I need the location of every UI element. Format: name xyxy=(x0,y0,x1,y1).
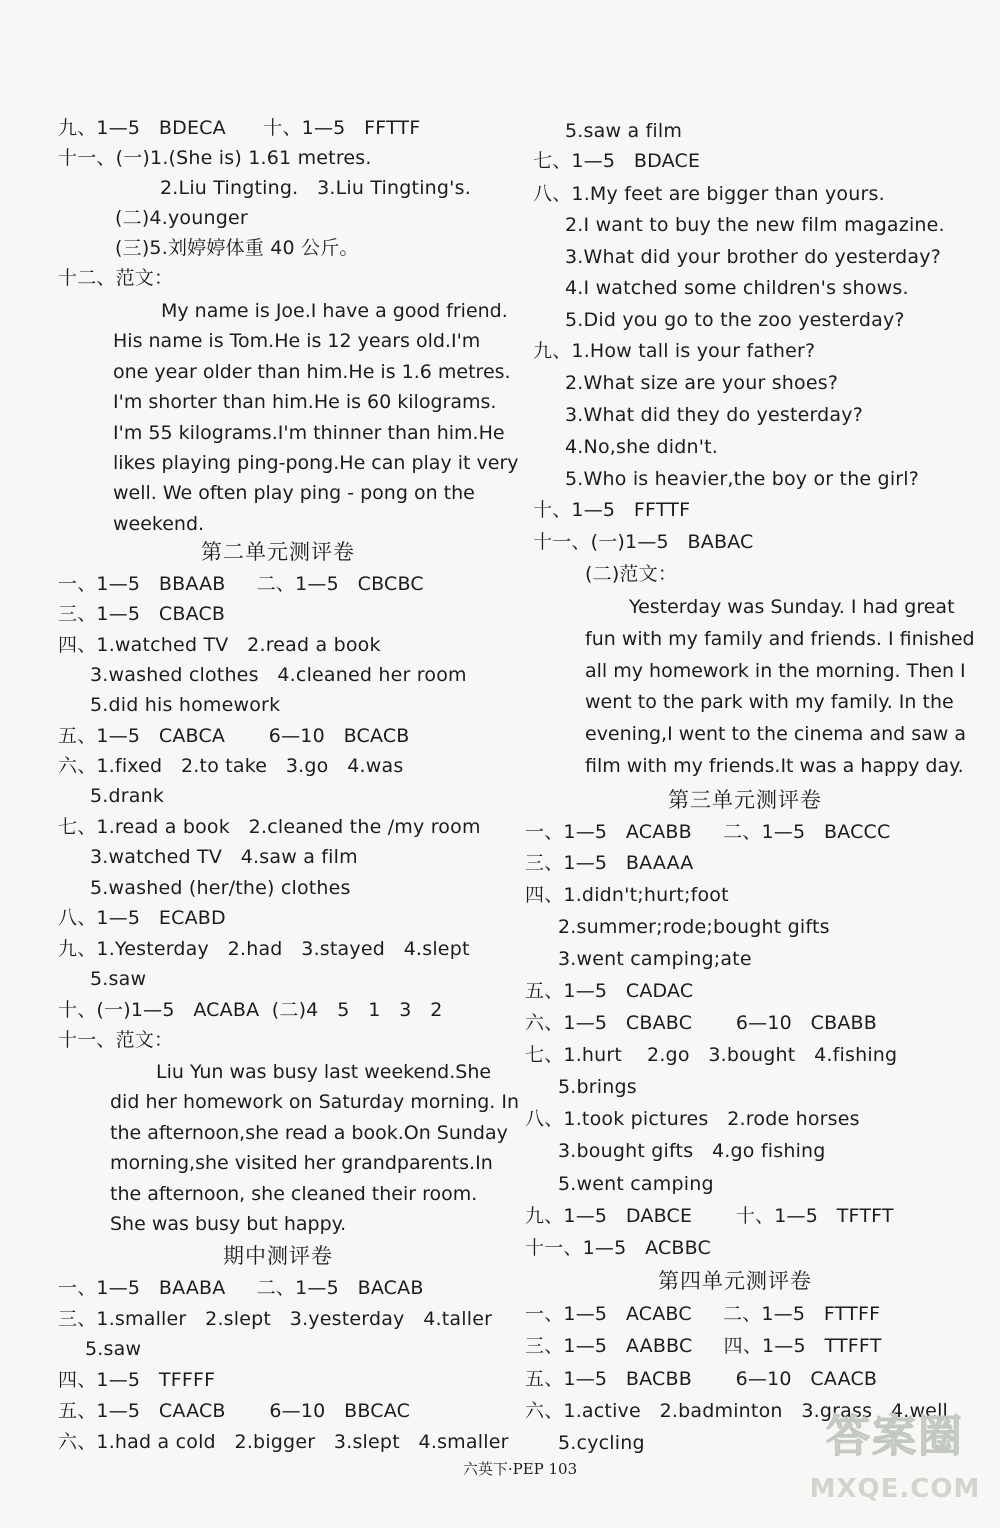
answer-line: 五、1—5 CADAC xyxy=(525,980,694,1002)
essay-line: the afternoon, she cleaned their room. xyxy=(110,1182,478,1205)
answer-line: 3.What did your brother do yesterday? xyxy=(565,246,942,268)
answer-line: 四、1—5 TFFFF xyxy=(58,1369,216,1391)
page-footer: 六英下·PEP 103 xyxy=(462,1460,578,1478)
answer-line: 四、1.didn't;hurt;foot xyxy=(525,884,729,906)
answer-line: 十、1—5 FFTTF xyxy=(533,499,691,521)
sample-essay-2 xyxy=(110,1057,519,1239)
answer-line: 5.Who is heavier,the boy or the girl? xyxy=(565,468,920,490)
answer-line: 5.saw xyxy=(90,968,147,990)
answer-line: 3.What did they do yesterday? xyxy=(565,404,863,426)
answer-line: 三、1—5 BAAAA xyxy=(525,852,694,874)
answer-line: 十一、(一)1.(She is) 1.61 metres. xyxy=(58,147,372,169)
answer-line: 4.No,she didn't. xyxy=(565,436,719,458)
answer-line: 五、1—5 BACBB 6—10 CAACB xyxy=(525,1368,878,1390)
answer-line: 5.went camping xyxy=(558,1173,714,1195)
answer-line: 三、1—5 AABBC 四、1—5 TTFFT xyxy=(525,1335,882,1357)
answer-line: 五、1—5 CAACB 6—10 BBCAC xyxy=(58,1400,411,1422)
section-heading: 第二单元测评卷 xyxy=(201,540,355,564)
essay-line: fun with my family and friends. I finished xyxy=(585,627,975,650)
answer-line: 九、1.Yesterday 2.had 3.stayed 4.slept xyxy=(58,938,470,960)
essay-line: My name is Joe.I have a good friend. xyxy=(161,300,508,322)
answer-line: 六、1.had a cold 2.bigger 3.slept 4.smaller xyxy=(58,1431,509,1453)
watermark-logo-text: 答案圈 xyxy=(826,1411,964,1462)
answer-line: 2.I want to buy the new film magazine. xyxy=(565,214,945,236)
section-heading: 期中测评卷 xyxy=(223,1244,333,1268)
answer-line: 5.cycling xyxy=(558,1432,645,1454)
site-watermark xyxy=(800,1400,990,1520)
essay-line: went to the park with my family. In the xyxy=(585,691,954,714)
answer-line: 三、1—5 CBACB xyxy=(58,603,226,625)
answer-line: 三、1.smaller 2.slept 3.yesterday 4.taller xyxy=(58,1308,493,1330)
answer-line: 六、1.active 2.badminton 3.grass 4.well xyxy=(525,1400,949,1422)
answer-line: 3.went camping;ate xyxy=(558,948,752,970)
answer-line: 5.drank xyxy=(90,785,165,807)
answer-line: 一、1—5 ACABB 二、1—5 BACCC xyxy=(525,821,891,843)
essay-line: the afternoon,she read a book.On Sunday xyxy=(110,1121,508,1144)
section-heading: 第三单元测评卷 xyxy=(668,788,822,812)
answer-line: 十二、范文： xyxy=(58,267,174,289)
answer-line: 3.watched TV 4.saw a film xyxy=(90,846,358,868)
answer-line: 九、1—5 DABCE 十、1—5 TFTFT xyxy=(525,1205,894,1227)
sample-essay-1 xyxy=(113,296,519,539)
essay-line: She was busy but happy. xyxy=(110,1213,347,1236)
answer-line: 七、1—5 BDACE xyxy=(533,150,701,172)
answer-line: (二)4.younger xyxy=(115,207,248,229)
essay-line: likes playing ping-pong.He can play it very xyxy=(113,452,519,475)
answer-line: 四、1.watched TV 2.read a book xyxy=(58,634,381,656)
answer-line: 八、1.My feet are bigger than yours. xyxy=(533,183,885,205)
answer-line: 九、1—5 BDECA 十、1—5 FFTTF xyxy=(58,117,421,139)
essay-line: morning,she visited her grandparents.In xyxy=(110,1152,493,1175)
answer-line: 5.saw xyxy=(85,1338,142,1360)
answer-line: 3.bought gifts 4.go fishing xyxy=(558,1140,826,1162)
essay-line: I'm shorter than him.He is 60 kilograms. xyxy=(113,391,497,414)
answer-line: (三)5.刘婷婷体重 40 公斤。 xyxy=(115,237,359,259)
essay-line: one year older than him.He is 1.6 metres. xyxy=(113,360,511,383)
answer-line: 十一、1—5 ACBBC xyxy=(525,1237,712,1259)
answer-line: 5.brings xyxy=(558,1076,637,1098)
section-heading: 第四单元测评卷 xyxy=(658,1269,812,1293)
answer-line: 5.did his homework xyxy=(90,694,281,716)
answer-line: 2.Liu Tingting. 3.Liu Tingting's. xyxy=(160,177,471,199)
essay-line: evening,I went to the cinema and saw a xyxy=(585,723,967,746)
essay-line: well. We often play ping - pong on the xyxy=(113,482,475,505)
answer-line: 十、(一)1—5 ACABA (二)4 5 1 3 2 xyxy=(58,999,443,1021)
watermark-url: MXQE.COM xyxy=(809,1474,981,1504)
essay-line: all my homework in the morning. Then I xyxy=(585,659,966,682)
answer-line: 5.Did you go to the zoo yesterday? xyxy=(565,309,905,331)
answer-line: 六、1.fixed 2.to take 3.go 4.was xyxy=(58,755,404,777)
answer-line: 2.What size are your shoes? xyxy=(565,372,839,394)
answer-line: 七、1.hurt 2.go 3.bought 4.fishing xyxy=(525,1044,898,1066)
answer-line: 七、1.read a book 2.cleaned the /my room xyxy=(58,816,481,838)
answer-line: 八、1.took pictures 2.rode horses xyxy=(525,1108,860,1130)
answer-line: 3.washed clothes 4.cleaned her room xyxy=(90,664,467,686)
answer-line: 一、1—5 ACABC 二、1—5 FTTFF xyxy=(525,1303,881,1325)
answer-line: 六、1—5 CBABC 6—10 CBABB xyxy=(525,1012,877,1034)
essay-line: weekend. xyxy=(113,512,205,535)
answer-line: 5.washed (her/the) clothes xyxy=(90,877,351,899)
essay-line: Yesterday was Sunday. I had great xyxy=(629,596,955,618)
answer-line: 十一、范文： xyxy=(58,1029,174,1051)
sample-essay-3 xyxy=(585,592,975,783)
answer-line: 一、1—5 BAABA 二、1—5 BACAB xyxy=(58,1277,424,1299)
answer-line: 五、1—5 CABCA 6—10 BCACB xyxy=(58,725,410,747)
answer-line: 4.I watched some children's shows. xyxy=(565,277,909,299)
essay-line: film with my friends.It was a happy day. xyxy=(585,754,964,777)
answer-line: 九、1.How tall is your father? xyxy=(533,340,816,362)
essay-line: did her homework on Saturday morning. In xyxy=(110,1091,520,1114)
answer-line: 5.saw a film xyxy=(565,120,683,142)
answer-line: (二)范文： xyxy=(585,563,678,585)
answer-line: 十一、(一)1—5 BABAC xyxy=(533,531,754,553)
answer-line: 八、1—5 ECABD xyxy=(58,907,226,929)
essay-line: I'm 55 kilograms.I'm thinner than him.He xyxy=(113,421,505,444)
answer-line: 2.summer;rode;bought gifts xyxy=(558,916,830,938)
essay-line: His name is Tom.He is 12 years old.I'm xyxy=(113,330,481,353)
essay-line: Liu Yun was busy last weekend.She xyxy=(156,1061,492,1083)
answer-line: 一、1—5 BBAAB 二、1—5 CBCBC xyxy=(58,573,424,595)
